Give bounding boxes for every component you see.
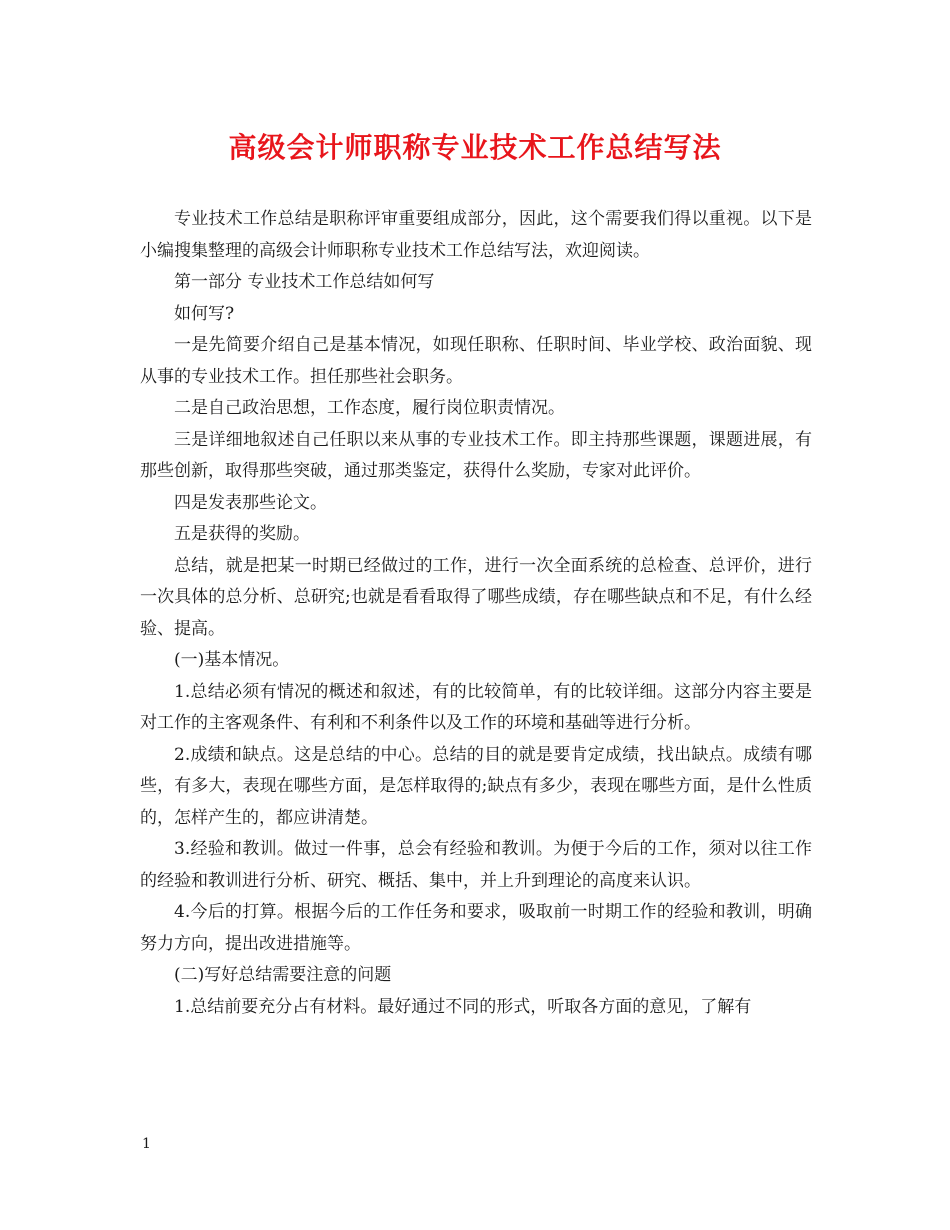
paragraph: 如何写? bbox=[174, 303, 235, 324]
page-number: 1 bbox=[142, 1136, 151, 1152]
paragraph: 4.今后的打算。根据今后的工作任务和要求，吸取前一时期工作的经验和教训，明确努力方向，提出改进措施等。 bbox=[140, 902, 812, 954]
subsection-heading: (二)写好总结需要注意的问题 bbox=[174, 965, 392, 985]
paragraph: 总结，就是把某一时期已经做过的工作，进行一次全面系统的总检查、总评价，进行一次具体的总分析、总研究;也就是看看取得了哪些成绩，存在哪些缺点和不足，有什么经验、提高。 bbox=[140, 555, 812, 639]
paragraph: 3.经验和教训。做过一件事，总会有经验和教训。为便于今后的工作，须对以往工作的经验和教训进行分析、研究、概括、集中，并上升到理论的高度来认识。 bbox=[140, 839, 812, 891]
paragraph: 三是详细地叙述自己任职以来从事的专业技术工作。即主持那些课题，课题进展，有那些创新，取得那些突破，通过那类鉴定，获得什么奖励，专家对此评价。 bbox=[140, 429, 812, 481]
section-heading: 第一部分 专业技术工作总结如何写 bbox=[174, 272, 435, 292]
paragraph: 一是先简要介绍自己是基本情况，如现任职称、任职时间、毕业学校、政治面貌、现从事的专业技术工作。担任那些社会职务。 bbox=[140, 335, 812, 387]
paragraph: 1.总结必须有情况的概述和叙述，有的比较简单，有的比较详细。这部分内容主要是对工作的主客观条件、有利和不利条件以及工作的环境和基础等进行分析。 bbox=[140, 681, 812, 733]
paragraph: 2.成绩和缺点。这是总结的中心。总结的目的就是要肯定成绩，找出缺点。成绩有哪些，有多大，表现在哪些方面，是怎样取得的;缺点有多少，表现在哪些方面，是什么性质的，怎样产生的，都应讲清楚。 bbox=[140, 744, 812, 828]
paragraph: 五是获得的奖励。 bbox=[174, 524, 310, 544]
paragraph: 四是发表那些论文。 bbox=[174, 492, 327, 513]
document-body bbox=[140, 204, 812, 1023]
document-title: 高级会计师职称专业技术工作总结写法 bbox=[228, 131, 722, 164]
paragraph: 二是自己政治思想，工作态度，履行岗位职责情况。 bbox=[174, 398, 565, 418]
paragraph: 1.总结前要充分占有材料。最好通过不同的形式，听取各方面的意见，了解有 bbox=[174, 996, 752, 1017]
paragraph: 专业技术工作总结是职称评审重要组成部分，因此，这个需要我们得以重视。以下是小编搜集整理的高级会计师职称专业技术工作总结写法，欢迎阅读。 bbox=[140, 209, 812, 261]
subsection-heading: (一)基本情况。 bbox=[174, 650, 290, 670]
